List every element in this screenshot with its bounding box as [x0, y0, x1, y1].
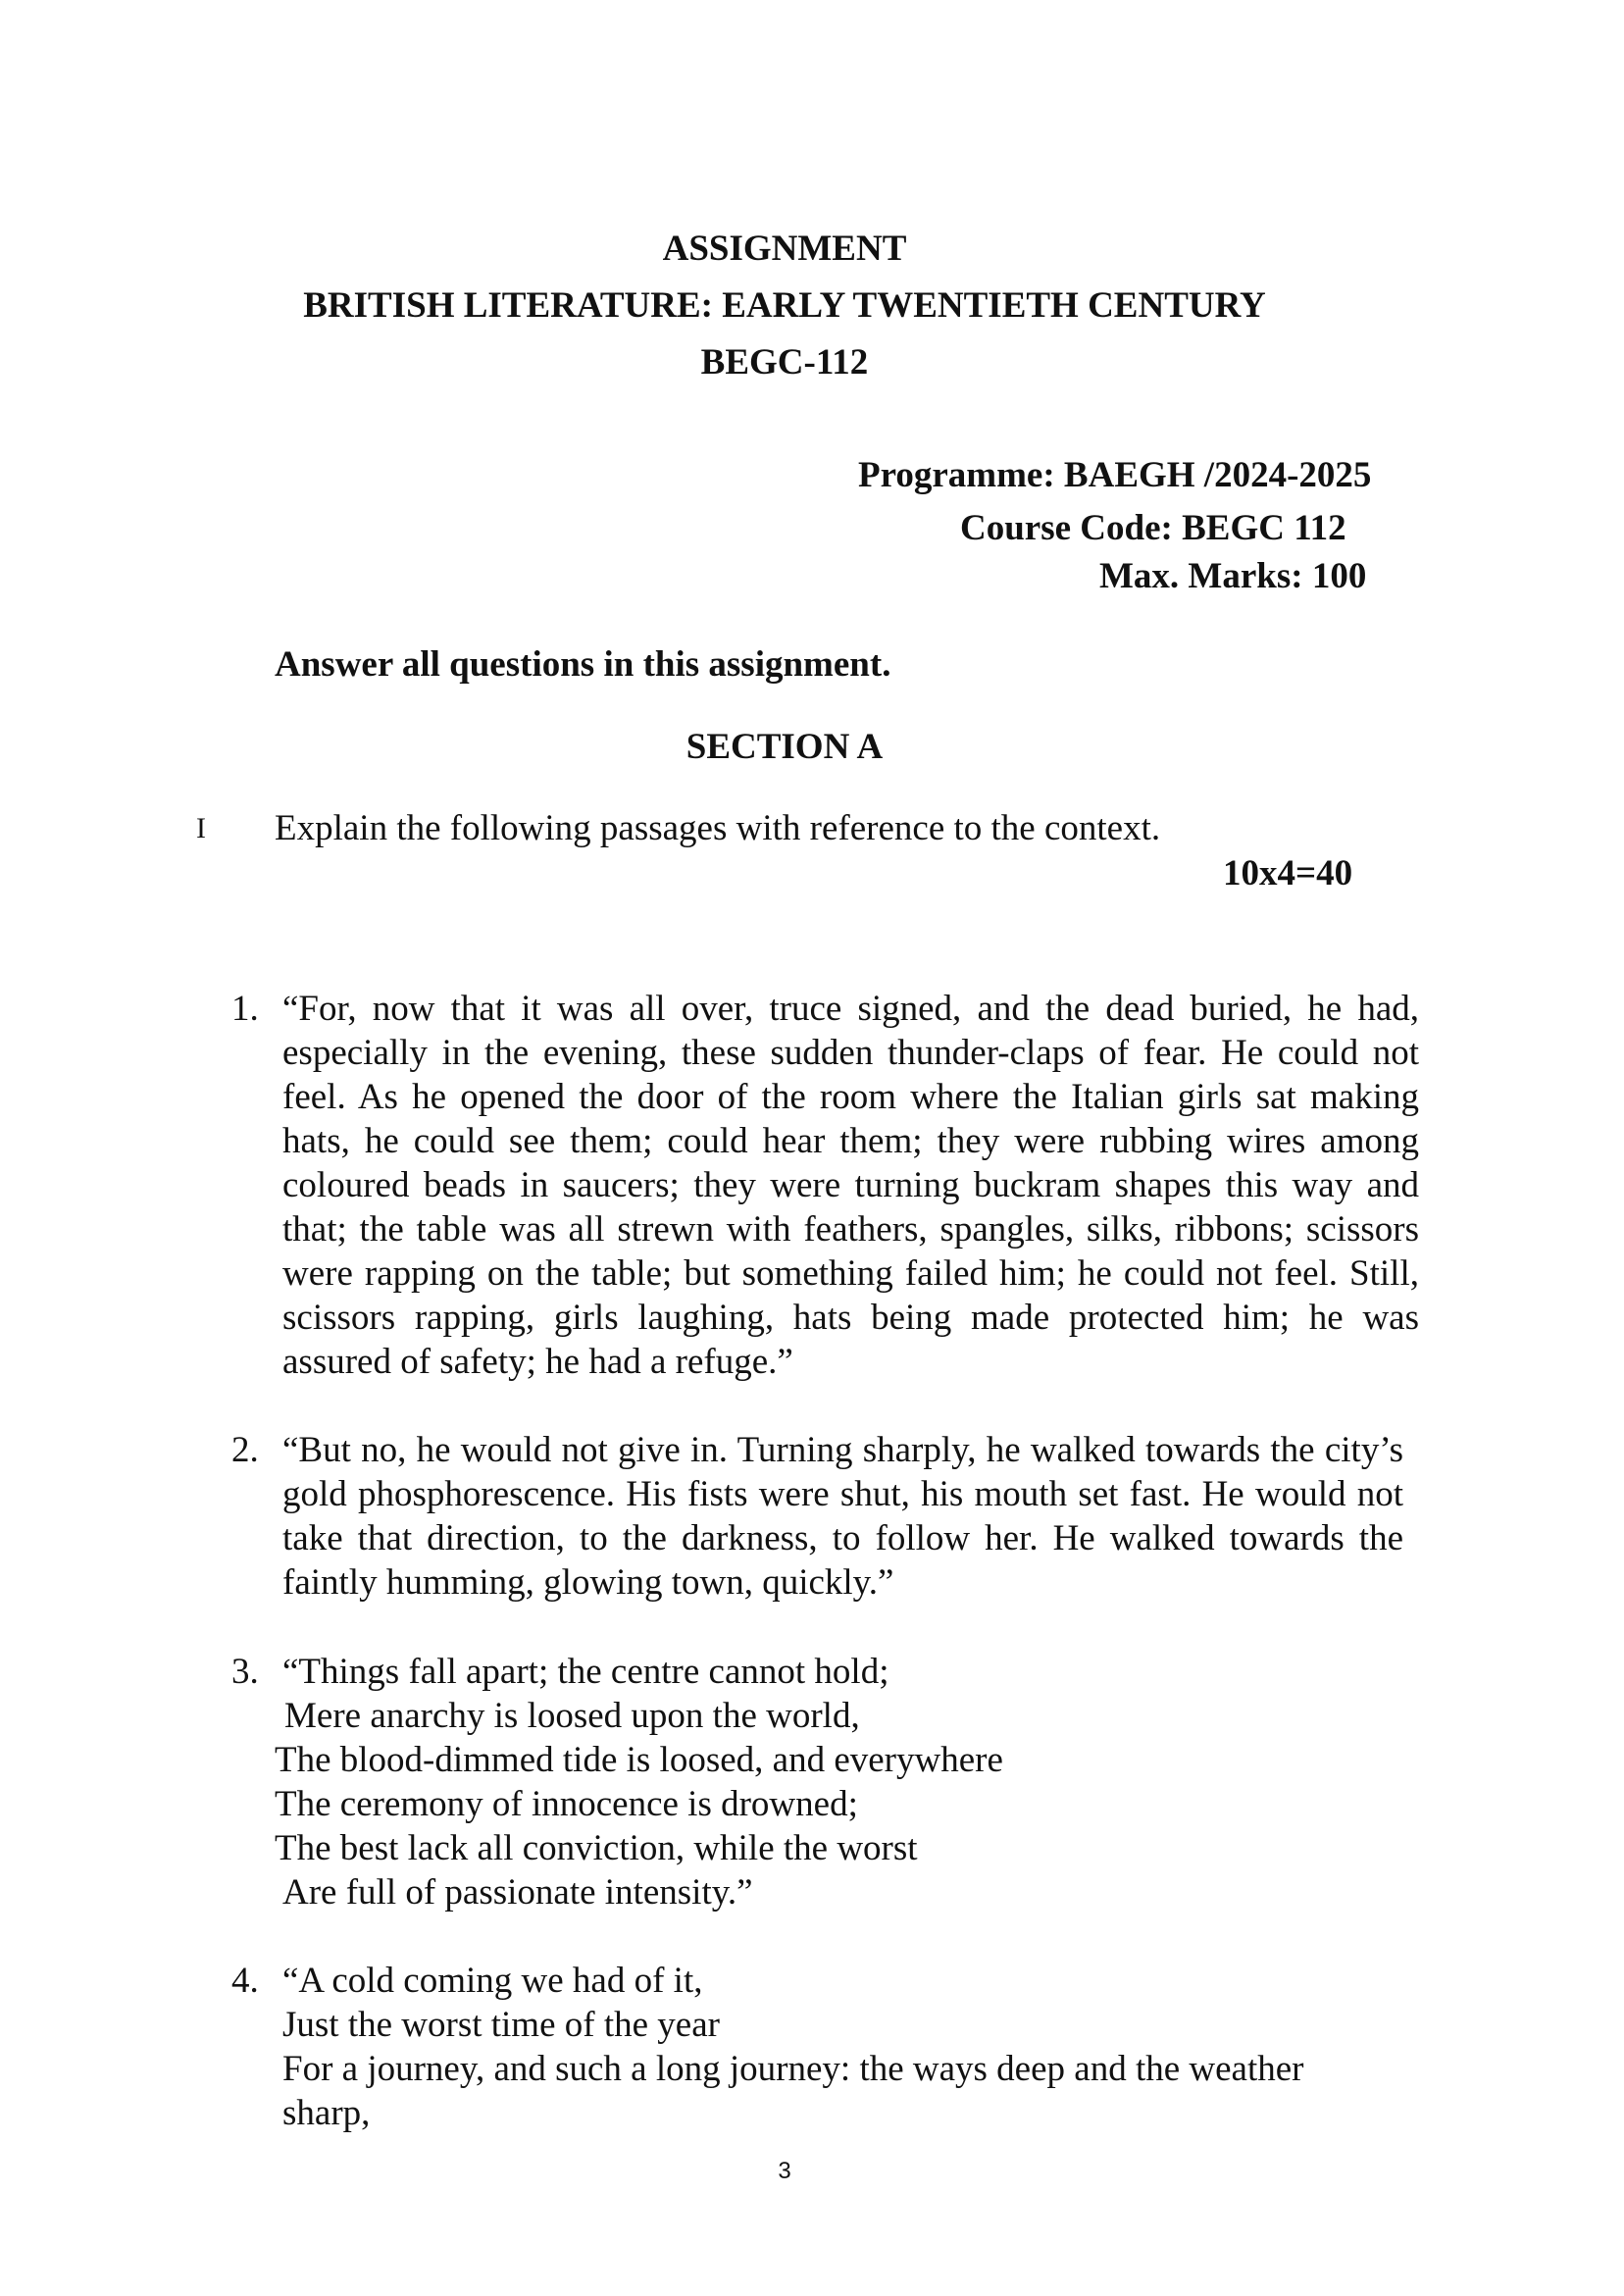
max-marks-line: Max. Marks: 100	[1099, 556, 1367, 596]
verse-line: The blood-dimmed tide is loosed, and everywhere	[275, 1740, 1003, 1780]
verse-line: Just the worst time of the year	[282, 2005, 720, 2045]
programme-line: Programme: BAEGH /2024-2025	[858, 455, 1372, 495]
verse-line: “Things fall apart; the centre cannot hold;	[282, 1652, 889, 1692]
page-number: 3	[778, 2158, 791, 2184]
verse-line: The best lack all conviction, while the worst	[275, 1828, 918, 1868]
passage-2-text: “But no, he would not give in. Turning sharply, he walked towards the city’s gold phosphorescence. His fists were shut, his mouth set fast. He would not take that direction, to the darkness, to follow her. He walked towards the faintly humming, glowing town, quickly.”	[282, 1430, 1403, 1603]
verse-line: “A cold coming we had of it,	[282, 1961, 703, 2001]
course-code-line: Course Code: BEGC 112	[960, 508, 1346, 548]
passage-3-number: 3.	[231, 1652, 259, 1692]
question-marks: 10x4=40	[1223, 853, 1353, 893]
assignment-title: ASSIGNMENT	[662, 229, 907, 269]
verse-line: For a journey, and such a long journey: the ways deep and the weather	[282, 2049, 1304, 2089]
section-title: SECTION A	[685, 727, 884, 767]
verse-line: Are full of passionate intensity.”	[282, 1872, 753, 1913]
passage-4-number: 4.	[231, 1961, 259, 2001]
question-number: I	[196, 812, 206, 844]
question-text: Explain the following passages with reference to the context.	[275, 808, 1161, 848]
verse-line: sharp,	[282, 2093, 371, 2133]
instructions: Answer all questions in this assignment.	[275, 644, 891, 685]
passage-1-number: 1.	[231, 989, 259, 1029]
verse-line: Mere anarchy is loosed upon the world,	[284, 1696, 860, 1736]
passage-1-text: “For, now that it was all over, truce signed, and the dead buried, he had, especially in the evening, these sudden thunder-claps of fear. He could not feel. As he opened the door of the room where the Italian girls sat making hats, he could see them; could hear them; they were rubbing wires among coloured beads in saucers; they were turning buckram shapes this way and that; the table was all strewn with feathers, spangles, silks, ribbons; scissors were rapping on the table; but something failed him; he could not feel. Still, scissors rapping, girls laughing, hats being made protected him; he was assured of safety; he had a refuge.”	[282, 989, 1419, 1382]
verse-line: The ceremony of innocence is drowned;	[275, 1784, 858, 1824]
passage-2-number: 2.	[231, 1430, 259, 1470]
course-code-heading: BEGC-112	[700, 342, 869, 383]
course-title: BRITISH LITERATURE: EARLY TWENTIETH CENTURY	[303, 285, 1266, 326]
